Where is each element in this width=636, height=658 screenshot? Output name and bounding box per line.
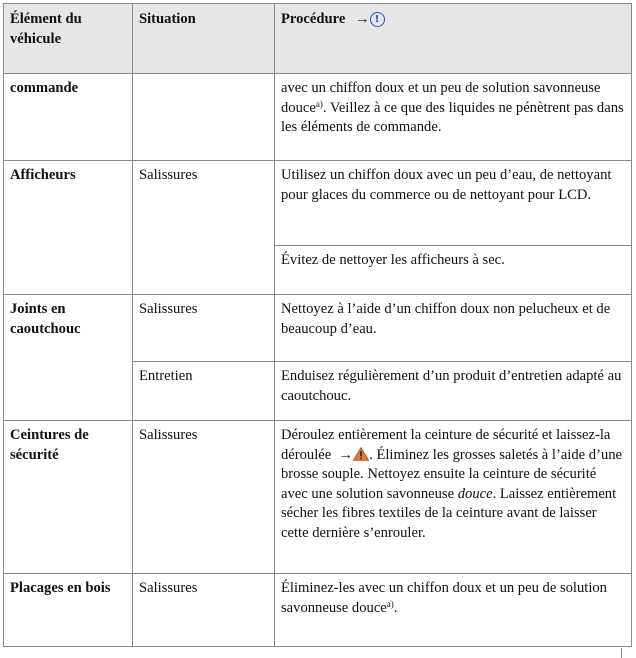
row-procedure [275,574,632,647]
row-situation: Salissures [133,161,275,295]
row-element: Afficheurs [4,161,133,295]
row-situation [133,74,275,161]
row-situation: Salissures [133,421,275,574]
table-row [4,421,632,574]
procedure-text-cont: . Éliminez les grosses saletés à l’aide d’une brosse souple. Nettoyez ensuite la ceinture de sécurité avec une solution savonneuse [281,446,623,502]
row-element: Placages en bois [4,574,133,647]
care-table [3,3,632,647]
row-procedure: Enduisez régulièrement d’un produit d’entretien adapté au caoutchouc. [275,362,632,421]
procedure-text-end: . Laissez entièrement sécher les fibres textiles de la ceinture avant de laisser cette dernière s’enrouler. [281,485,617,541]
header-arrow: → [354,11,370,27]
row-procedure-note: Évitez de nettoyer les afficheurs à sec. [275,246,632,295]
page-edge-mark [621,648,622,658]
row-situation: Entretien [133,362,275,421]
row-situation: Salissures [133,295,275,362]
header-element: Élément du véhicule [4,4,133,74]
table-row [4,161,632,246]
procedure-text: Éliminez-les avec un chiffon doux et un peu de solution savonneuse douce [281,580,607,616]
procedure-text: avec un chiffon doux et un peu de solution savonneuse douce [281,80,601,116]
row-procedure: Nettoyez à l’aide d’un chiffon doux non pelucheux et de beaucoup d’eau. [275,295,632,362]
procedure-emphasis: douce [457,485,493,502]
warning-triangle-icon[interactable] [353,447,369,461]
header-procedure [275,4,632,74]
header-procedure-label: Procédure [281,11,346,27]
footnote-ref[interactable]: a) [386,598,394,609]
row-element: Joints en caoutchouc [4,295,133,421]
header-row [4,4,632,74]
row-element: Ceintures de sécurité [4,421,133,574]
footnote-ref[interactable]: a) [315,98,323,109]
row-procedure [275,421,632,574]
table-row [4,574,632,647]
row-element: commande [4,74,133,161]
table-row [4,295,632,362]
procedure-text-cont: . [393,599,398,616]
info-circle-icon[interactable]: ! [370,12,385,27]
procedure-text: Déroulez entièrement la ceinture de sécurité et laissez-la déroulée [281,427,611,463]
warning-arrow: → [338,446,354,463]
row-situation: Salissures [133,574,275,647]
header-situation: Situation [133,4,275,74]
row-procedure [275,74,632,161]
row-procedure: Utilisez un chiffon doux avec un peu d’eau, de nettoyant pour glaces du commerce ou de nettoyant pour LCD. [275,161,632,246]
procedure-text-cont: . Veillez à ce que des liquides ne pénètrent pas dans les éléments de commande. [281,99,624,136]
table-row [4,74,632,161]
